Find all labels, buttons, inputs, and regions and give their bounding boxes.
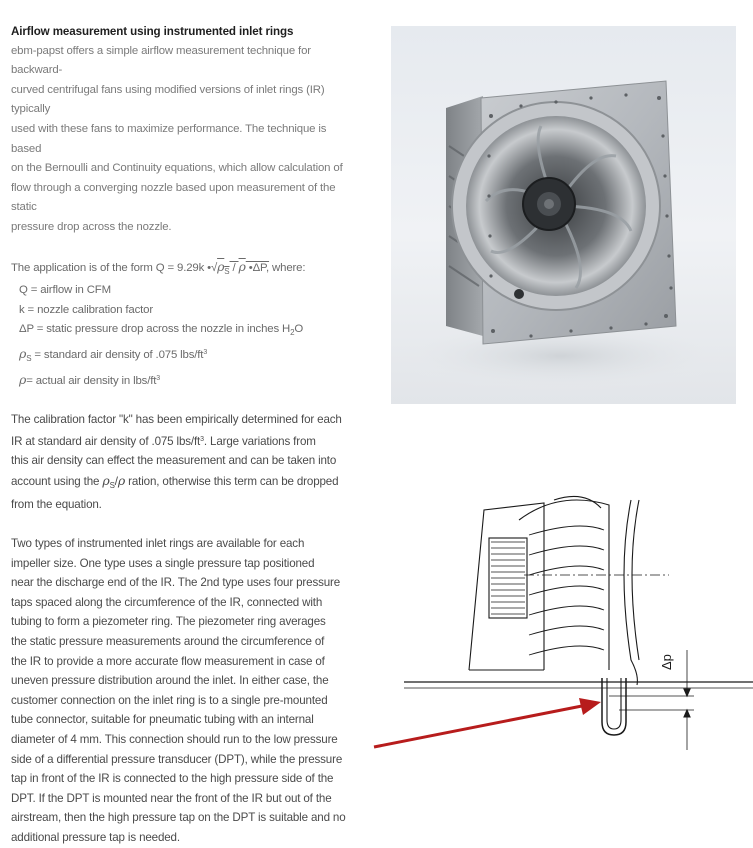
inlet-ring-profile: [624, 500, 637, 685]
inlet-ring-diagram: [369, 460, 753, 776]
inlet-ring-types-paragraph: [11, 534, 351, 848]
dp-label: Δp: [659, 654, 674, 670]
types-line: side of a differential pressure transducer (DPT), while the pressure: [11, 752, 343, 766]
types-line: DPT. If the DPT is mounted near the front of the IR but out of the: [11, 791, 332, 805]
rho-s-symbol: ρ: [217, 258, 225, 274]
calibration-line: IR at standard air density of .075 lbs/$ft^3$. Large variations from: [11, 434, 316, 448]
types-line: Two types of instrumented inlet rings are available for each: [11, 537, 305, 551]
intro-line: ebm-papst offers a simple airflow measurement technique for backward-: [11, 44, 311, 77]
formula-suffix: where:: [269, 261, 306, 274]
intro-line: flow through a converging nozzle based upon measurement of the static: [11, 181, 336, 214]
red-arrow-head: [579, 698, 601, 715]
definition-q: Q = airflow in CFM: [19, 284, 111, 297]
types-line: tube connector, suitable for pneumatic tubing with an internal: [11, 713, 314, 727]
calibration-line: The calibration factor "k" has been empirically determined for each: [11, 413, 342, 427]
formula-line: [11, 257, 351, 282]
intro-line: on the Bernoulli and Continuity equations, which allow calculation of: [11, 162, 343, 175]
rho-s-subscript: S: [224, 266, 230, 276]
types-line: airstream, then the high pressure tap on the DPT is suitable and no: [11, 811, 346, 825]
calibration-paragraph: [11, 410, 351, 515]
mounting-plate: [469, 503, 544, 670]
intro-line: curved centrifugal fans using modified versions of inlet rings (IR) typically: [11, 83, 325, 116]
types-line: tap in front of the IR is connected to the high pressure side of the: [11, 772, 334, 786]
intro-paragraph: [11, 42, 351, 238]
types-line: the IR to provide a more accurate flow measurement in case of: [11, 654, 325, 668]
fan-illustration: [391, 26, 736, 404]
housing-outline: [519, 500, 609, 670]
definitions-list: [11, 281, 351, 391]
types-line: impeller size. One type uses a single pressure tap positioned: [11, 556, 315, 570]
technical-drawing: [369, 460, 753, 776]
calibration-line: from the equation.: [11, 498, 102, 512]
article-column: [11, 22, 351, 848]
intro-line: used with these fans to maximize performance. The technique is based: [11, 122, 327, 155]
definition-rho-s: $\rho_S$ = standard air density of .075 lbs/$ft^3$: [19, 345, 208, 363]
definition-rho: ρ= actual air density in lbs/$ft^3$: [19, 371, 160, 387]
calibration-line: account using the $\rho_S/\rho$ ration, otherwise this term can be dropped: [11, 472, 339, 490]
formula-prefix: The application is of the form Q = 9.29k •: [11, 261, 211, 274]
types-line: near the discharge end of the IR. The 2nd type uses four pressure: [11, 576, 341, 590]
article-title: Airflow measurement using instrumented inlet rings: [11, 25, 294, 38]
types-line: taps spaced along the circumference of the IR, connected with: [11, 595, 323, 609]
types-line: uneven pressure distribution around the inlet. In either case, the: [11, 674, 329, 688]
connector-hole: [514, 289, 524, 299]
formula-slash: /: [229, 261, 239, 274]
sqrt-symbol: √: [210, 261, 218, 274]
red-arrow: [374, 705, 587, 747]
intro-line: pressure drop across the nozzle.: [11, 220, 172, 233]
rho-symbol: ρ: [238, 258, 246, 274]
types-line: tubing to form a piezometer ring. The piezometer ring averages: [11, 615, 326, 629]
u-tube-manometer: [602, 678, 626, 735]
calibration-line: this air density can effect the measurement and can be taken into: [11, 454, 337, 468]
types-line: customer connection on the inlet ring is to a single pre-mounted: [11, 693, 328, 707]
types-line: the static pressure measurements around the circumference of: [11, 635, 325, 649]
types-line: additional pressure tap is needed.: [11, 830, 180, 844]
definition-k: k = nozzle calibration factor: [19, 303, 153, 316]
formula-delta: •ΔP,: [245, 261, 270, 274]
fan-photo: [391, 26, 736, 404]
types-line: diameter of 4 mm. This connection should run to the low pressure: [11, 733, 338, 746]
definition-dp: ΔP = static pressure drop across the nozzle in inches $H_2O$: [19, 323, 304, 338]
